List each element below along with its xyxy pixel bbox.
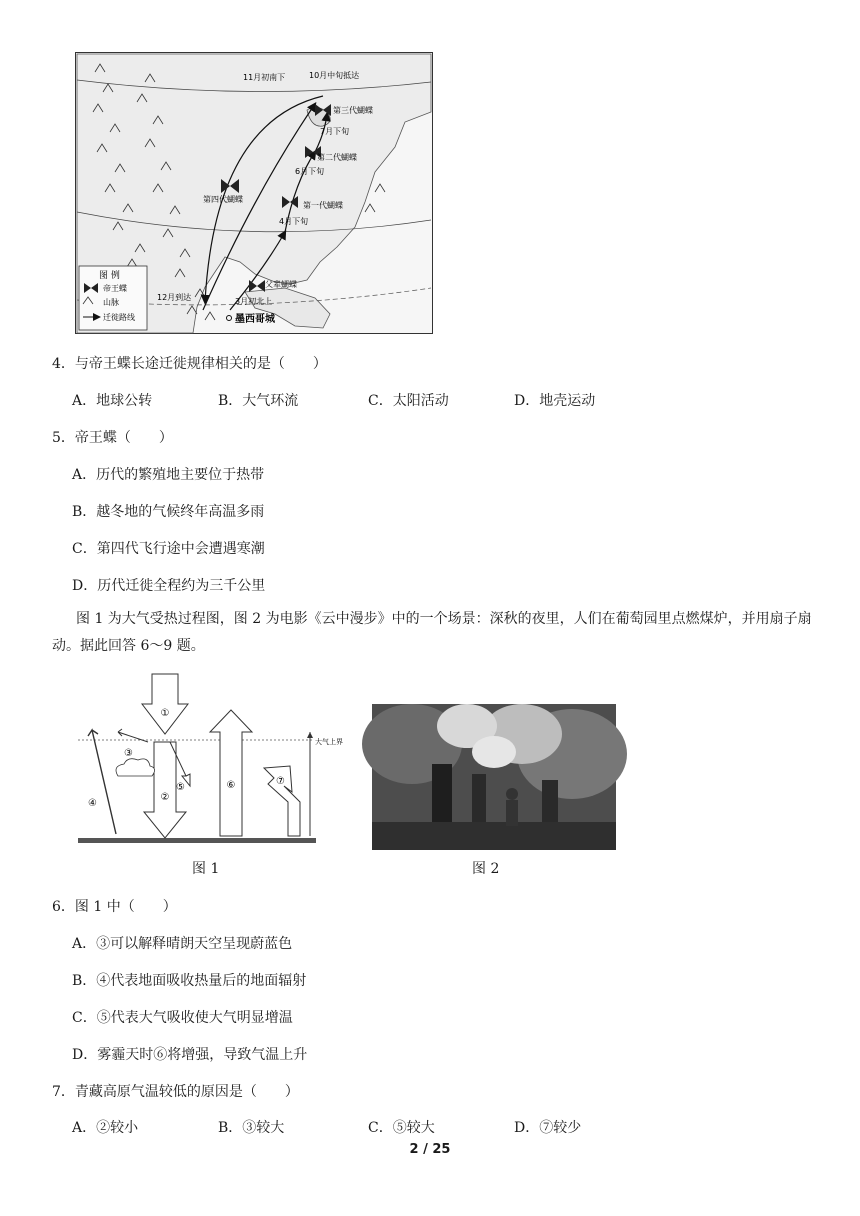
q7-option-a[interactable]: A．②较小 [72,1120,139,1136]
question-text: 青藏高原气温较低的原因是（ ） [74,1084,299,1100]
figure-1-atmosphere-heating [78,672,343,854]
label-dec: 12月到达 [157,293,192,302]
legend-monarch: 帝王蝶 [103,284,127,293]
question-5-stem [52,427,173,447]
arrow-7-label: ⑦ [276,776,285,787]
question-number: 6． [52,899,75,915]
q5-option-d[interactable]: D．历代迁徙全程约为三千公里 [72,578,266,594]
legend-title: 图 例 [99,271,120,281]
label-gen3: 第三代蝴蝶 [333,106,373,115]
map-svg [75,52,433,334]
q4-option-d[interactable]: D．地壳运动 [514,393,596,409]
q7-option-c[interactable]: C．⑤较大 [368,1120,435,1136]
top-atmosphere-label: 大气上界 [315,738,343,746]
label-gen2: 第二代蝴蝶 [317,153,357,162]
question-6-stem [52,896,177,916]
legend-route: 迁徙路线 [103,313,135,322]
q6-option-a[interactable]: A．③可以解释晴朗天空呈现蔚蓝色 [72,936,293,952]
figure-1-svg [78,672,343,854]
q5-option-c[interactable]: C．第四代飞行途中会遭遇寒潮 [72,541,265,557]
q6-option-b[interactable]: B．④代表地面吸收热量后的地面辐射 [72,973,307,989]
arrow-3-label: ③ [124,748,133,759]
q7-option-b[interactable]: B．③较大 [218,1120,285,1136]
label-jun: 6月下旬 [295,167,325,176]
question-4-stem [52,353,327,373]
figure-1-caption: 图 1 [192,861,220,877]
q5-option-b[interactable]: B．越冬地的气候终年高温多雨 [72,504,265,520]
figure-2-vineyard-photo [372,704,616,850]
question-text: 与帝王蝶长途迁徙规律相关的是（ ） [74,356,327,372]
label-gen1: 第一代蝴蝶 [303,201,343,210]
q4-option-a[interactable]: A．地球公转 [72,393,153,409]
question-number: 4． [52,356,75,372]
arrow-5-label: ⑤ [176,782,185,793]
figure-2-caption: 图 2 [472,861,500,877]
intro-paragraph: 图 1 为大气受热过程图，图 2 为电影《云中漫步》中的一个场景：深秋的夜里，人们在葡萄园里点燃煤炉，并用扇子扇动。据此回答 6～9 题。 [52,611,812,654]
q4-option-b[interactable]: B．大气环流 [218,393,299,409]
figure-2-svg [372,704,616,850]
q4-option-c[interactable]: C．太阳活动 [368,393,449,409]
legend-mountain: 山脉 [103,298,119,307]
label-oct: 10月中旬抵达 [309,71,360,80]
question-text: 图 1 中（ ） [74,899,177,915]
label-nov: 11月初南下 [243,73,286,82]
page-number: 2 / 25 [409,1142,451,1157]
label-parent: 父辈蝴蝶 [265,280,297,289]
label-mar: 3月初北上 [235,297,273,306]
arrow-1-label: ① [160,708,170,719]
monarch-migration-map [75,52,433,334]
q7-option-d[interactable]: D．⑦较少 [514,1120,582,1136]
map-legend [79,266,147,330]
q6-option-d[interactable]: D．雾霾天时⑥将增强，导致气温上升 [72,1047,308,1063]
question-7-stem [52,1081,299,1101]
label-gen4: 第四代蝴蝶 [203,195,243,204]
label-jul: 7月下旬 [320,127,350,136]
label-apr: 4月下旬 [279,217,309,226]
question-number: 7． [52,1084,75,1100]
q5-option-a[interactable]: A．历代的繁殖地主要位于热带 [72,467,265,483]
question-text: 帝王蝶（ ） [74,430,173,446]
arrow-6-label: ⑥ [226,780,236,791]
q6-option-c[interactable]: C．⑤代表大气吸收使大气明显增温 [72,1010,293,1026]
label-city: 墨西哥城 [235,314,275,325]
question-number: 5． [52,430,75,446]
arrow-4-label: ④ [88,798,97,809]
arrow-2-label: ② [160,792,170,803]
